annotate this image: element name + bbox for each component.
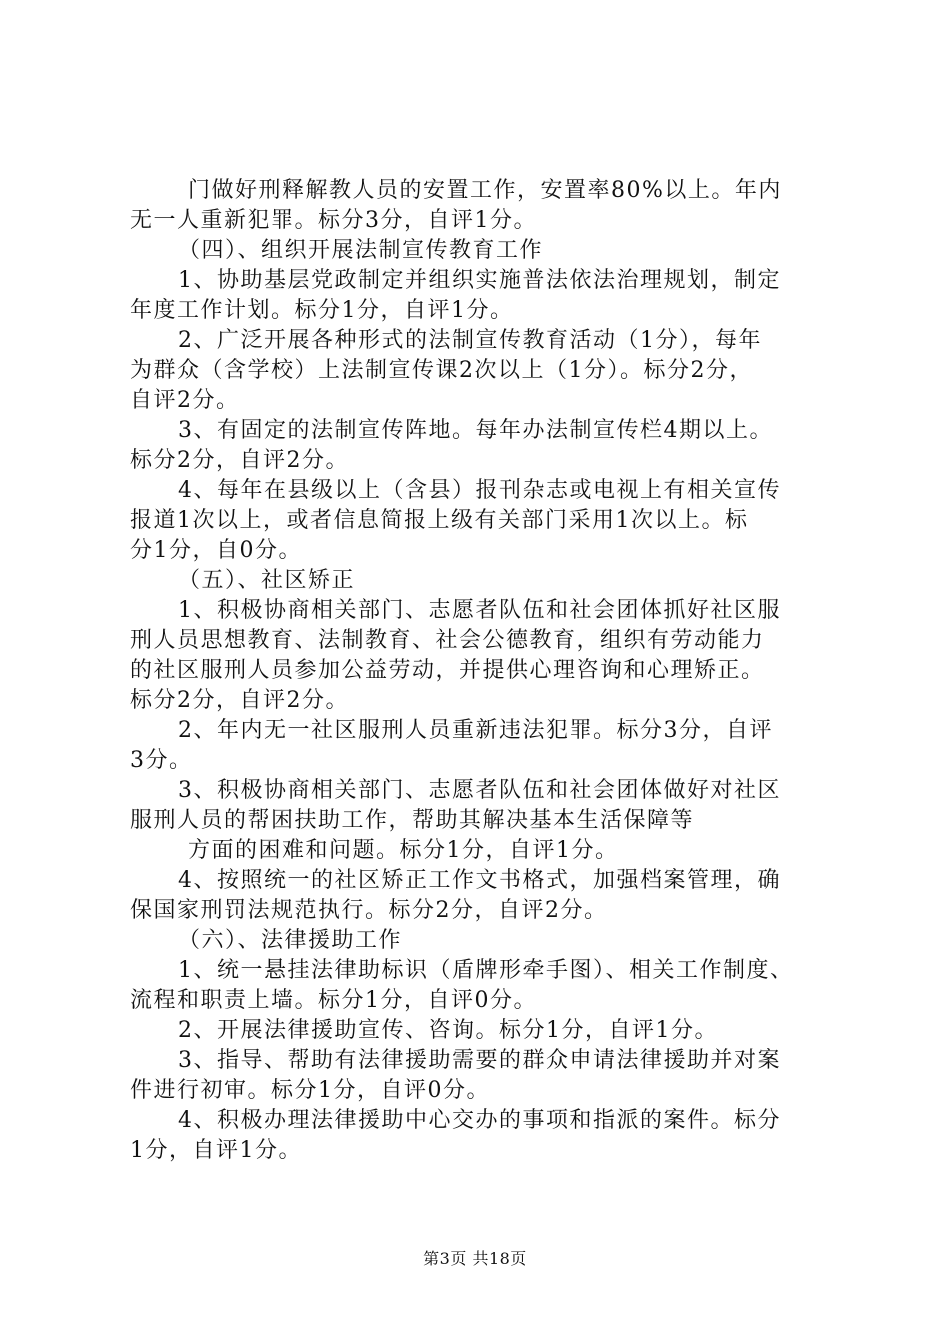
text-line: 标分2分，自评2分。 [130,688,349,713]
text-line: 报道1次以上，或者信息简报上级有关部门采用1次以上。标 [130,508,749,533]
text-line: 的社区服刑人员参加公益劳动，并提供心理咨询和心理矫正。 [130,658,765,683]
text-line: 流程和职责上墙。标分1分，自评0分。 [130,988,537,1013]
document-body [130,176,850,1166]
text-line: 3、指导、帮助有法律援助需要的群众申请法律援助并对案 [178,1048,781,1073]
text-line: 1、协助基层党政制定并组织实施普法依法治理规划，制定 [178,268,781,293]
text-line: 1分，自评1分。 [130,1138,302,1163]
text-line: （五）、社区矫正 [178,568,356,593]
text-line: 2、年内无一社区服刑人员重新违法犯罪。标分3分，自评 [178,718,773,743]
page-footer: 第3页 共18页 [423,1249,527,1268]
text-line: 自评2分。 [130,388,240,413]
text-line: 3、有固定的法制宣传阵地。每年办法制宣传栏4期以上。 [178,418,773,443]
text-line: （六）、法律援助工作 [178,928,403,953]
text-line: 无一人重新犯罪。标分3分，自评1分。 [130,208,537,233]
text-line: 2、广泛开展各种形式的法制宣传教育活动（1分），每年 [178,328,762,353]
text-line: 方面的困难和问题。标分1分，自评1分。 [188,838,619,863]
text-line: 3分。 [130,748,193,773]
text-line: 保国家刑罚法规范执行。标分2分，自评2分。 [130,898,608,923]
text-line: 4、按照统一的社区矫正工作文书格式，加强档案管理，确 [178,868,781,893]
text-line: 标分2分，自评2分。 [130,448,349,473]
text-line: 分1分，自0分。 [130,538,302,563]
text-line: 1、积极协商相关部门、志愿者队伍和社会团体抓好社区服 [178,598,781,623]
text-line: 刑人员思想教育、法制教育、社会公德教育，组织有劳动能力 [130,628,765,653]
text-line: 件进行初审。标分1分，自评0分。 [130,1078,490,1103]
text-line: （四）、组织开展法制宣传教育工作 [178,238,544,263]
text-line: 1、统一悬挂法律助标识（盾牌形牵手图）、相关工作制度、 [178,958,794,983]
text-line: 服刑人员的帮困扶助工作，帮助其解决基本生活保障等 [130,808,695,833]
text-line: 4、积极办理法律援助中心交办的事项和指派的案件。标分 [178,1108,781,1133]
text-line: 为群众（含学校）上法制宣传课2次以上（1分）。标分2分， [130,358,753,383]
text-line: 年度工作计划。标分1分，自评1分。 [130,298,514,323]
text-line: 3、积极协商相关部门、志愿者队伍和社会团体做好对社区 [178,778,781,803]
text-line: 4、每年在县级以上（含县）报刊杂志或电视上有相关宣传 [178,478,781,503]
text-line: 2、开展法律援助宣传、咨询。标分1分，自评1分。 [178,1018,718,1043]
text-line: 门做好刑释解教人员的安置工作，安置率80%以上。年内 [188,178,782,203]
